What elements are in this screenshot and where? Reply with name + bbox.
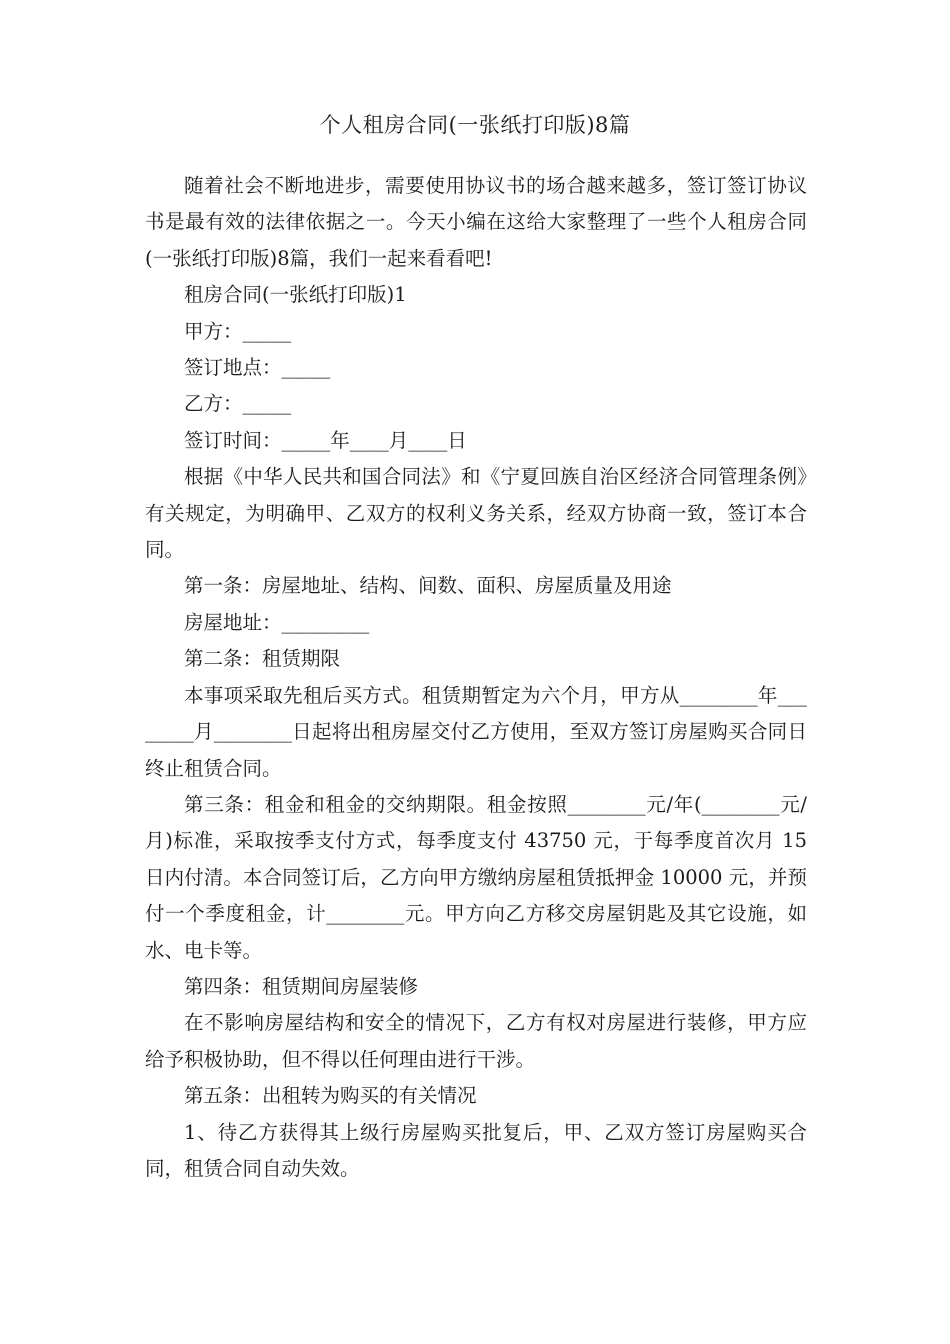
contract-heading: 租房合同(一张纸打印版)1 xyxy=(184,283,407,307)
article-2-heading: 第二条：租赁期限 xyxy=(184,647,341,671)
intro-paragraph: 随着社会不断地进步，需要使用协议书的场合越来越多，签订签订协议书是最有效的法律依据之一。今天小编在这给大家整理了一些个人租房合同(一张纸打印版)8篇，我们一起来看看吧! xyxy=(145,174,807,270)
signing-location-field: 签订地点：_____ xyxy=(184,356,331,380)
property-address-field: 房屋地址：_________ xyxy=(184,610,370,634)
article-1-heading: 第一条：房屋地址、结构、间数、面积、房屋质量及用途 xyxy=(184,574,672,598)
party-a-field: 甲方：_____ xyxy=(184,319,292,343)
article-5-heading: 第五条：出租转为购买的有关情况 xyxy=(184,1084,477,1108)
preamble-paragraph: 根据《中华人民共和国合同法》和《宁夏回族自治区经济合同管理条例》有关规定，为明确甲、乙双方的权利义务关系，经双方协商一致，签订本合同。 xyxy=(145,465,807,562)
article-4-body: 在不影响房屋结构和安全的情况下，乙方有权对房屋进行装修，甲方应给予积极协助，但不得以任何理由进行干涉。 xyxy=(145,1011,807,1071)
article-2-body: 本事项采取先租后买方式。租赁期暂定为六个月，甲方从________年________月________日起将出租房屋交付乙方使用，至双方签订房屋购买合同日终止租赁合同。 xyxy=(145,683,807,780)
document-body xyxy=(145,168,807,1187)
article-3-paragraph: 第三条：租金和租金的交纳期限。租金按照________元/年(________元/月)标准，采取按季支付方式，每季度支付 43750 元，于每季度首次月 15 日内付清。本合同签订后，乙方向甲方缴纳房屋租赁抵押金 10000 元，并预付一个季度租金，计________元。甲方向乙方移交房屋钥匙及其它设施，如水、电卡等。 xyxy=(145,792,807,962)
party-b-field: 乙方：_____ xyxy=(184,392,292,416)
article-5-item-1: 1、待乙方获得其上级行房屋购买批复后，甲、乙双方签订房屋购买合同，租赁合同自动失效。 xyxy=(145,1120,807,1180)
document-title: 个人租房合同(一张纸打印版)8篇 xyxy=(319,113,631,137)
signing-date-field: 签订时间：_____年____月____日 xyxy=(184,428,467,452)
article-4-heading: 第四条：租赁期间房屋装修 xyxy=(184,974,419,998)
